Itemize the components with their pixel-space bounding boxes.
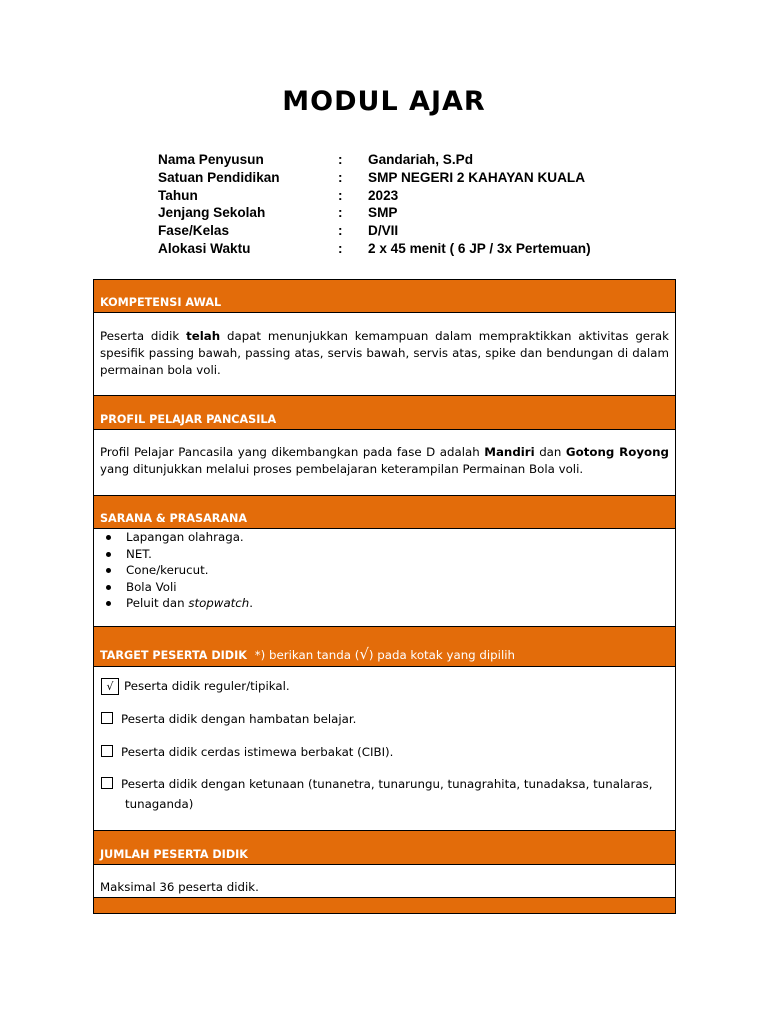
text-run: Peserta didik <box>100 329 187 343</box>
target-option-ketunaan[interactable] <box>101 774 661 814</box>
text-run: dapat menunjukkan kemampuan dalam mempraktikkan aktivitas gerak spesifik passing bawah, passing atas, servis bawah, servis atas, spike dan bendungan di dalam permainan bola voli. <box>100 329 669 377</box>
info-colon: : <box>338 223 343 239</box>
checkbox-icon[interactable] <box>101 712 113 724</box>
list-item: Bola Voli <box>100 579 669 596</box>
info-label: Jenjang Sekolah <box>158 205 266 221</box>
section-body-target <box>94 667 675 831</box>
info-row-satuan <box>158 169 591 187</box>
jumlah-text: Maksimal 36 peserta didik. <box>100 880 259 894</box>
check-mark-icon: √ <box>359 645 369 663</box>
section-header-target <box>94 627 675 667</box>
info-colon: : <box>338 205 343 221</box>
text-run-bold: telah <box>186 329 221 343</box>
section-header-label: KOMPETENSI AWAL <box>100 296 222 309</box>
section-header-jumlah <box>94 831 675 865</box>
info-label: Nama Penyusun <box>158 152 264 167</box>
section-header-label: PROFIL PELAJAR PANCASILA <box>100 413 277 426</box>
info-label: Alokasi Waktu <box>158 240 251 256</box>
option-label: Peserta didik cerdas istimewa berbakat (CIBI). <box>121 745 394 759</box>
section-body-kompetensi <box>94 313 675 396</box>
info-row-nama <box>158 151 591 169</box>
document-title: MODUL AJAR <box>282 86 486 117</box>
info-row-fase <box>158 222 591 240</box>
target-header-text: TARGET PESERTA DIDIK <box>100 649 247 662</box>
text-run-italic: stopwatch <box>188 596 250 610</box>
table-footer-bar <box>94 897 675 913</box>
checked-checkbox-icon[interactable]: √ <box>101 678 119 695</box>
list-item: Lapangan olahraga. <box>100 529 669 546</box>
info-value: 2023 <box>368 187 399 203</box>
info-colon: : <box>338 240 343 256</box>
content-table <box>93 279 676 914</box>
info-table <box>158 151 591 258</box>
text-run: Profil Pelajar Pancasila yang dikembangkan pada fase D adalah <box>100 445 485 459</box>
section-body-sarana <box>94 529 675 627</box>
list-item: NET. <box>100 546 669 563</box>
info-label: Fase/Kelas <box>158 223 230 239</box>
text-run: . <box>249 596 254 610</box>
text-run: ) pada kotak yang dipilih <box>368 648 515 662</box>
section-body-profil <box>94 430 675 496</box>
option-label: Peserta didik dengan hambatan belajar. <box>121 712 357 726</box>
info-row-alokasi <box>158 240 591 258</box>
text-run: dan <box>534 445 566 459</box>
list-item <box>100 595 669 612</box>
section-header-label <box>100 645 515 663</box>
checkbox-icon[interactable] <box>101 777 113 789</box>
option-label-continued: tunaganda) <box>125 797 194 811</box>
checkbox-icon[interactable] <box>101 745 113 757</box>
section-header-label: SARANA & PRASARANA <box>100 512 248 525</box>
info-label: Tahun <box>158 187 198 203</box>
info-value: SMP <box>368 205 398 221</box>
info-label: Satuan Pendidikan <box>158 169 280 185</box>
text-run: Peluit dan <box>126 596 189 610</box>
info-colon: : <box>338 187 343 203</box>
info-row-tahun <box>158 187 591 205</box>
info-row-jenjang <box>158 204 591 222</box>
profil-paragraph <box>100 444 669 478</box>
section-header-profil <box>94 396 675 430</box>
option-label: Peserta didik reguler/tipikal. <box>124 679 290 693</box>
target-note <box>254 645 515 663</box>
sarana-list <box>100 529 669 612</box>
target-option-reguler[interactable] <box>101 676 661 696</box>
text-run: *) berikan tanda ( <box>254 648 360 662</box>
info-value: 2 x 45 menit ( 6 JP / 3x Pertemuan) <box>368 240 591 256</box>
kompetensi-paragraph <box>100 328 669 379</box>
target-option-hambatan[interactable] <box>101 709 661 729</box>
section-header-sarana <box>94 496 675 529</box>
text-run: yang ditunjukkan melalui proses pembelajaran keterampilan Permainan Bola voli. <box>100 462 584 476</box>
info-colon: : <box>338 169 343 185</box>
list-item: Cone/kerucut. <box>100 562 669 579</box>
section-body-jumlah <box>94 865 675 897</box>
info-value: D/VII <box>368 223 399 239</box>
target-option-cibi[interactable] <box>101 742 661 762</box>
option-label: Peserta didik dengan ketunaan (tunanetra, tunarungu, tunagrahita, tunadaksa, tunalaras, <box>121 777 653 791</box>
info-value: SMP NEGERI 2 KAHAYAN KUALA <box>368 169 586 185</box>
section-header-kompetensi <box>94 280 675 313</box>
info-value: Gandariah, S.Pd <box>368 152 473 167</box>
text-run-bold: Mandiri <box>484 445 535 459</box>
section-header-label: JUMLAH PESERTA DIDIK <box>100 848 248 861</box>
info-colon: : <box>338 152 343 167</box>
text-run-bold: Gotong Royong <box>565 445 669 459</box>
